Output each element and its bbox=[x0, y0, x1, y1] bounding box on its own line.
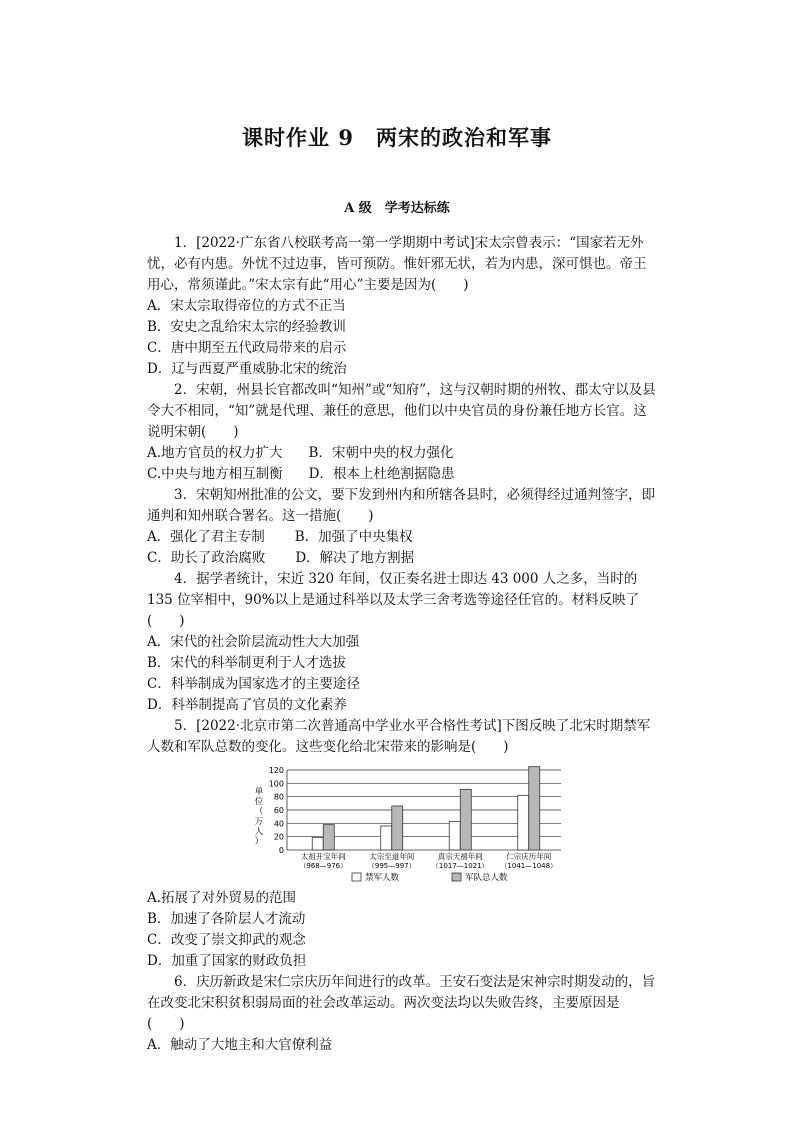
y-axis-label-char: 万 bbox=[254, 817, 264, 827]
x-tick-sublabel: （995—997） bbox=[367, 862, 416, 870]
page-title: 课时作业 9 两宋的政治和军事 bbox=[242, 125, 552, 150]
question-5 bbox=[147, 716, 657, 972]
x-tick-sublabel: （1017—1021） bbox=[431, 862, 489, 870]
question-stem: 5．[2022·北京市第二次普通高中学业水平合格性考试]下图反映了北宋时期禁军人数和军队总数的变化。这些变化给北宋带来的影响是( ) bbox=[147, 718, 651, 755]
y-axis-label-char: 人 bbox=[254, 827, 264, 837]
chart-svg bbox=[147, 758, 657, 884]
bar bbox=[460, 789, 471, 850]
x-tick-label: 太宗至道年间 bbox=[369, 852, 415, 861]
legend-swatch bbox=[452, 873, 461, 881]
bar bbox=[529, 767, 540, 850]
x-tick-label: 仁宗庆历年间 bbox=[506, 852, 552, 861]
option-d: D．根本上杜绝割据隐患 bbox=[308, 466, 455, 482]
option-row bbox=[147, 443, 657, 464]
y-tick-label: 40 bbox=[273, 819, 284, 829]
bar bbox=[392, 806, 403, 850]
section-heading: A 级 学考达标练 bbox=[344, 201, 450, 216]
option-row bbox=[147, 464, 657, 485]
bar-chart bbox=[147, 758, 657, 884]
x-tick-label: 真宗天禧年间 bbox=[437, 852, 483, 861]
option-b: B．加强了中央集权 bbox=[294, 529, 413, 545]
y-axis-label-char: 单 bbox=[254, 787, 264, 797]
option-c: C．唐中期至五代政局带来的启示 bbox=[147, 340, 347, 356]
legend-label: 军队总人数 bbox=[465, 873, 508, 883]
option-row bbox=[147, 548, 657, 569]
legend-swatch bbox=[352, 873, 361, 881]
option-b: B．安史之乱给宋太宗的经验教训 bbox=[147, 319, 346, 335]
option-a: A．宋代的社会阶层流动性大大加强 bbox=[147, 634, 360, 650]
bar bbox=[518, 795, 529, 850]
y-tick-label: 80 bbox=[273, 792, 284, 802]
y-axis-label-char: （ bbox=[254, 807, 264, 817]
option-d: D．辽与西夏严重威胁北宋的统治 bbox=[147, 361, 347, 377]
x-tick-sublabel: （968—976） bbox=[299, 862, 348, 870]
question-stem: 1．[2022·广东省八校联考高一第一学期期中考试]宋太宗曾表示：“国家若无外忧，必有内患。外忧不过边事，皆可预防。惟奸邪无状，若为内患，深可惧也。帝王用心，常须谨此。”宋太宗有此“用心”主要是因为( ) bbox=[147, 235, 647, 293]
option-d: D．解决了地方割据 bbox=[295, 550, 415, 566]
x-tick-sublabel: （1041—1048） bbox=[500, 862, 558, 870]
question-1 bbox=[147, 233, 657, 380]
question-stem: 3．宋朝知州批准的公文，要下发到州内和所辖各县时，必须得经过通判签字，即通判和知州联合署名。这一措施( ) bbox=[147, 487, 656, 524]
option-d: D．加重了国家的财政负担 bbox=[147, 953, 307, 969]
option-d: D．科举制提高了官员的文化素养 bbox=[147, 697, 347, 713]
question-stem: 2．宋朝，州县长官都改叫“知州”或“知府”，这与汉朝时期的州牧、郡太守以及县令大不相同，“知”就是代理、兼任的意思，他们以中央官员的身份兼任地方长官。这说明宋朝( ) bbox=[147, 382, 656, 440]
option-c: C．改变了崇文抑武的观念 bbox=[147, 932, 306, 948]
option-c: C．助长了政治腐败 bbox=[147, 550, 266, 566]
question-2 bbox=[147, 380, 657, 485]
option-b: B．加速了各阶层人才流动 bbox=[147, 911, 306, 927]
x-tick-label: 太祖开宝年间 bbox=[300, 852, 346, 861]
y-tick-label: 20 bbox=[273, 832, 284, 842]
option-b: B．宋朝中央的权力强化 bbox=[308, 445, 454, 461]
option-a: A．宋太宗取得帝位的方式不正当 bbox=[147, 298, 346, 314]
question-stem: 6．庆历新政是宋仁宗庆历年间进行的改革。王安石变法是宋神宗时期发动的，旨在改变北宋积贫积弱局面的社会改革运动。两次变法均以失败告终，主要原因是( ) bbox=[147, 974, 656, 1032]
y-tick-label: 0 bbox=[278, 846, 284, 855]
question-list bbox=[147, 233, 657, 1056]
y-tick-label: 120 bbox=[268, 766, 284, 775]
y-tick-label: 100 bbox=[268, 779, 284, 789]
option-c: C.中央与地方相互制衡 bbox=[147, 466, 283, 482]
bar bbox=[449, 821, 460, 850]
question-4 bbox=[147, 569, 657, 716]
legend-label: 禁军人数 bbox=[365, 873, 400, 883]
option-row bbox=[147, 527, 657, 548]
bar bbox=[381, 826, 392, 850]
option-b: B．宋代的科举制更利于人才选拔 bbox=[147, 655, 346, 671]
bar bbox=[323, 825, 334, 850]
question-6 bbox=[147, 972, 657, 1056]
option-c: C．科举制成为国家选才的主要途径 bbox=[147, 676, 360, 692]
option-a: A．触动了大地主和大官僚利益 bbox=[147, 1037, 333, 1053]
option-a: A.地方官员的权力扩大 bbox=[147, 445, 283, 461]
y-axis-label-char: 位 bbox=[254, 797, 264, 807]
question-3 bbox=[147, 485, 657, 569]
y-axis-label-char: ） bbox=[254, 837, 264, 847]
option-a: A．强化了君主专制 bbox=[147, 529, 265, 545]
option-a: A.拓展了对外贸易的范围 bbox=[147, 890, 297, 906]
question-stem: 4．据学者统计，宋近 320 年间，仅正奏名进士即达 43 000 人之多，当时的 135 位宰相中，90%以上是通过科举以及太学三舍考选等途径任官的。材料反映了( ) bbox=[147, 571, 640, 629]
bar bbox=[312, 837, 323, 850]
y-tick-label: 60 bbox=[273, 806, 284, 815]
